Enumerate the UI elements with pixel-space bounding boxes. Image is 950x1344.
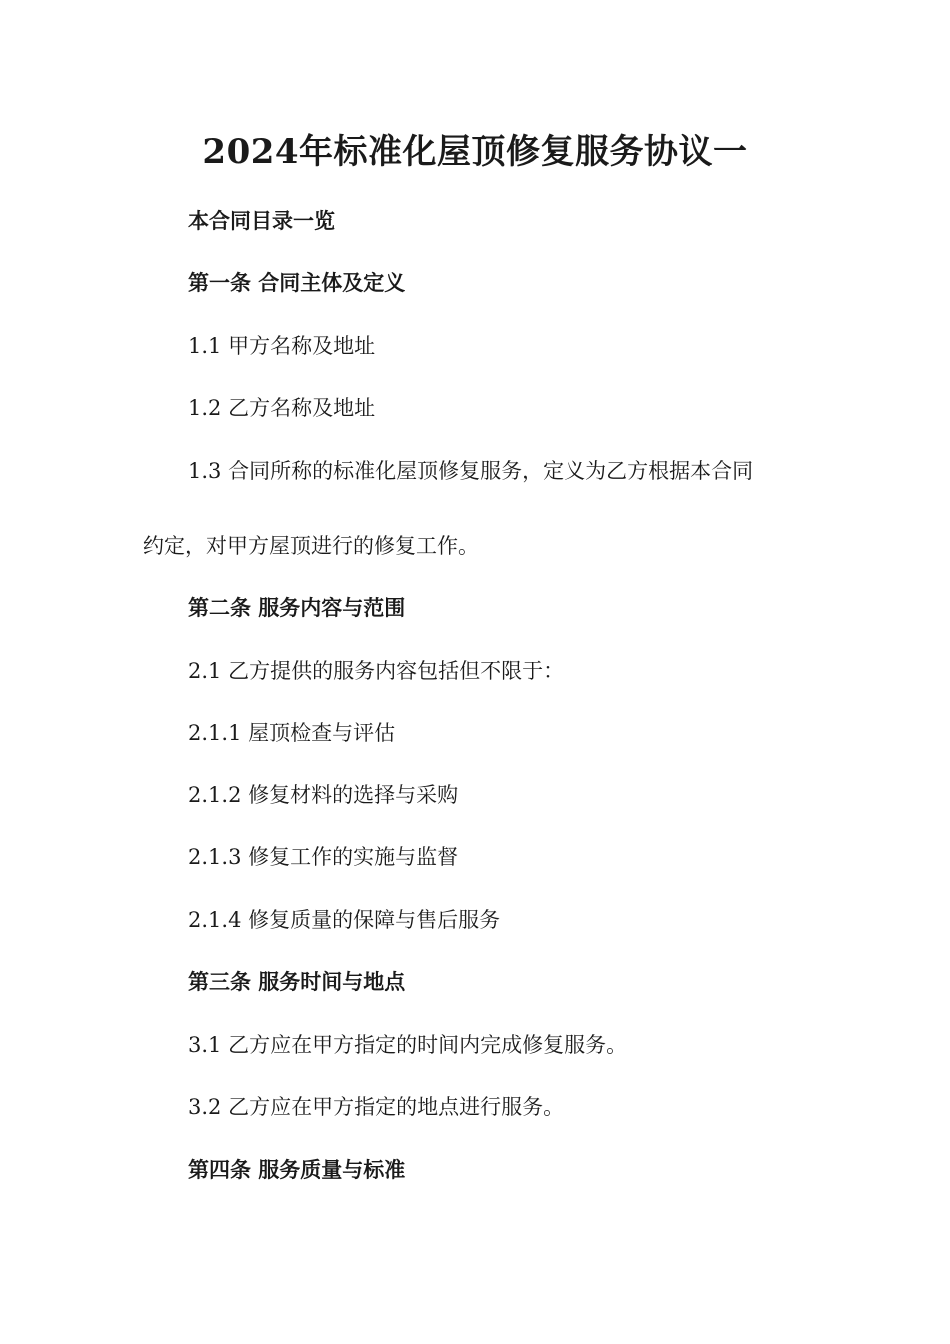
article-2-heading: 第二条 服务内容与范围 [188, 596, 406, 620]
article-3-heading: 第三条 服务时间与地点 [188, 970, 406, 994]
document-title: 2024年标准化屋顶修复服务协议一 [202, 132, 748, 172]
clause-1-1: 1.1 甲方名称及地址 [188, 334, 376, 358]
clause-1-3-continuation: 约定，对甲方屋顶进行的修复工作。 [143, 534, 479, 558]
clause-3-2: 3.2 乙方应在甲方指定的地点进行服务。 [188, 1095, 565, 1119]
clause-3-1: 3.1 乙方应在甲方指定的时间内完成修复服务。 [188, 1033, 628, 1057]
clause-2-1-4: 2.1.4 修复质量的保障与售后服务 [188, 908, 501, 932]
clause-2-1-3: 2.1.3 修复工作的实施与监督 [188, 845, 459, 869]
article-1-heading: 第一条 合同主体及定义 [188, 271, 406, 295]
clause-2-1-1: 2.1.1 屋顶检查与评估 [188, 721, 396, 745]
clause-2-1-2: 2.1.2 修复材料的选择与采购 [188, 783, 459, 807]
clause-1-3: 1.3 合同所称的标准化屋顶修复服务，定义为乙方根据本合同 [188, 459, 754, 483]
article-4-heading: 第四条 服务质量与标准 [188, 1158, 406, 1182]
toc-heading: 本合同目录一览 [188, 209, 335, 233]
clause-1-2: 1.2 乙方名称及地址 [188, 396, 376, 420]
clause-2-1: 2.1 乙方提供的服务内容包括但不限于： [188, 659, 565, 683]
